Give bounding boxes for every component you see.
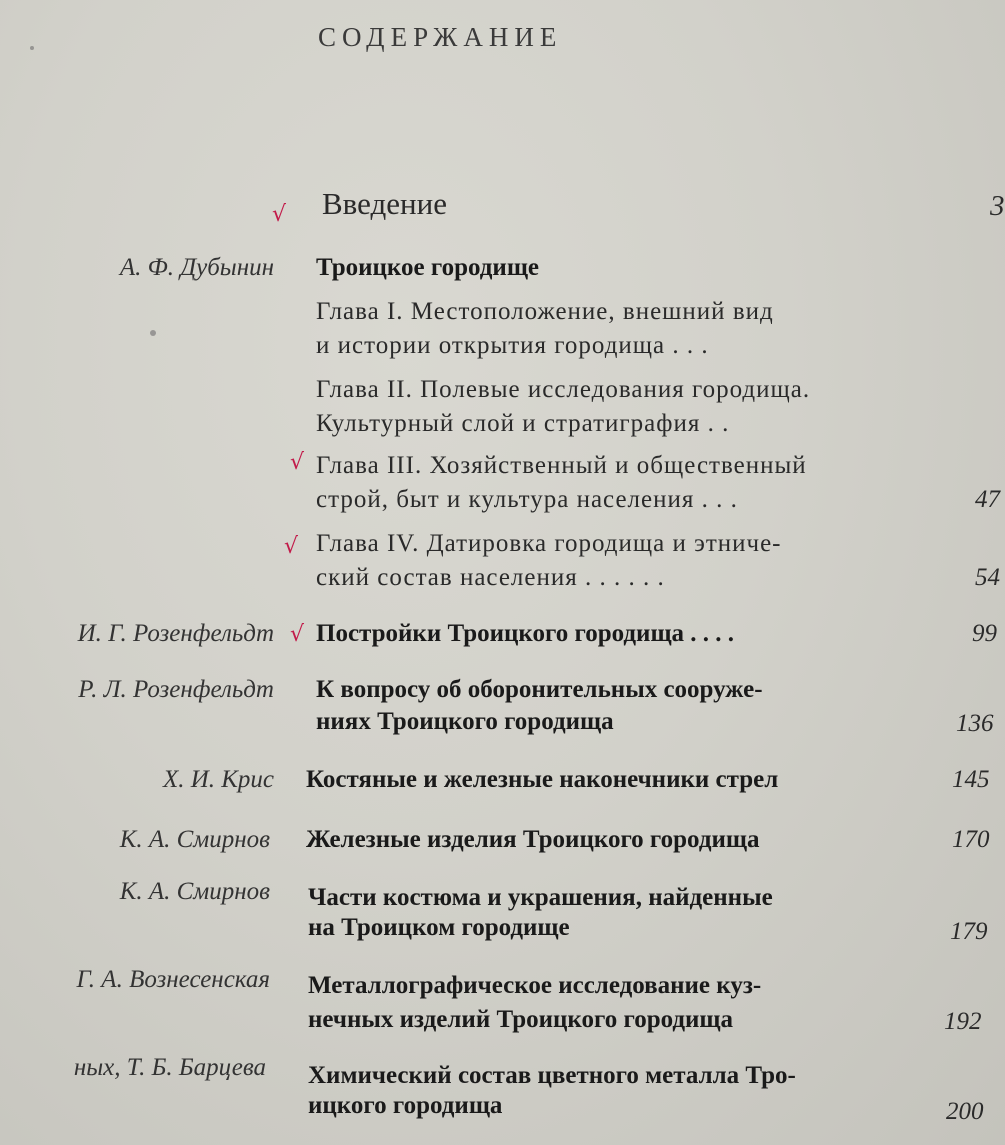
entry-title-line-2: ицкого городища <box>308 1092 503 1119</box>
chapter-4-line-2: ский состав населения . . . . . . <box>316 564 665 591</box>
entry-page-number: 200 <box>946 1098 984 1125</box>
entry-title-line-1: К вопросу об оборонительных сооруже- <box>316 676 763 703</box>
author-entry: К. А. Смирнов <box>119 878 270 905</box>
intro-title: Введение <box>322 186 447 221</box>
chapter-2-line-2: Культурный слой и стратиграфия . . <box>316 410 730 437</box>
author-entry: Х. И. Крис <box>162 766 274 793</box>
author-entry: Р. Л. Розенфельдт <box>78 676 274 703</box>
author-dubynin: А. Ф. Дубынин <box>119 254 274 281</box>
entry-page-number: 136 <box>956 710 994 737</box>
red-check-mark-icon: √ <box>272 202 287 227</box>
chapter-3-page-number: 47 <box>975 486 1000 513</box>
entry-title-line-2: нечных изделий Троицкого городища <box>308 1006 734 1033</box>
entry-title-line-1: Железные изделия Троицкого городища <box>306 826 760 853</box>
author-entry: И. Г. Розенфельдт <box>77 620 274 647</box>
author-entry: ных, Т. Б. Барцева <box>73 1054 266 1081</box>
page-title: СОДЕРЖАНИЕ <box>318 22 563 52</box>
entry-page-number: 170 <box>952 826 990 853</box>
chapter-4-line-1: Глава IV. Датировка городища и этниче- <box>316 530 782 557</box>
red-check-mark-icon: √ <box>290 622 305 647</box>
chapter-1-line-2: и истории открытия городища . . . <box>316 332 709 359</box>
entry-page-number: 145 <box>952 766 990 793</box>
entry-title-line-1: Части костюма и украшения, найденные <box>308 884 773 911</box>
entry-title-line-1: Костяные и железные наконечники стрел <box>306 766 779 793</box>
intro-page-number: 3 <box>990 190 1005 222</box>
chapter-1-line-1: Глава I. Местоположение, внешний вид <box>316 298 774 325</box>
entry-page-number: 192 <box>944 1008 982 1035</box>
section-title-troitskoe: Троицкое городище <box>316 254 540 281</box>
entry-title-line-1: Постройки Троицкого городища . . . . <box>316 620 735 647</box>
entry-page-number: 99 <box>972 620 997 647</box>
entry-title-line-1: Химический состав цветного металла Тро- <box>308 1062 796 1089</box>
chapter-4-page-number: 54 <box>975 564 1000 591</box>
paper-speck <box>30 46 34 50</box>
author-entry: К. А. Смирнов <box>119 826 270 853</box>
author-entry: Г. А. Вознесенская <box>76 966 270 993</box>
chapter-3-line-1: Глава III. Хозяйственный и общественный <box>316 452 807 479</box>
paper-speck <box>150 330 156 336</box>
entry-title-line-2: ниях Троицкого городища <box>316 708 614 735</box>
red-check-mark-icon: √ <box>290 450 305 475</box>
chapter-2-line-1: Глава II. Полевые исследования городища. <box>316 376 811 403</box>
entry-title-line-2: на Троицком городище <box>308 914 570 941</box>
entry-page-number: 179 <box>950 918 988 945</box>
chapter-3-line-2: строй, быт и культура населения . . . <box>316 486 738 513</box>
red-check-mark-icon: √ <box>284 534 299 559</box>
entry-title-line-1: Металлографическое исследование куз- <box>308 972 762 999</box>
